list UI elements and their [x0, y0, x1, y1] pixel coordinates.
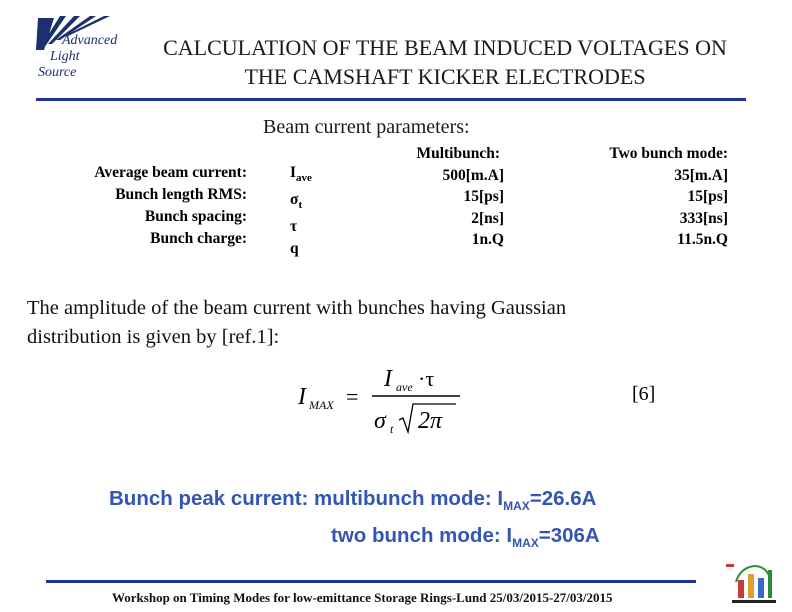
footer-text: Workshop on Timing Modes for low-emittance Storage Rings-Lund 25/03/2015-27/03/2015: [112, 590, 613, 605]
peak-row-multibunch: Bunch peak current: multibunch mode: $I_{MAX}=26.6A$: [109, 487, 597, 514]
two-bunch-value: 333[ns]: [679, 209, 728, 227]
multibunch-value: 500[m.A]: [442, 166, 504, 184]
paragraph-line-1: The amplitude of the beam current with bunches having Gaussian: [27, 297, 567, 319]
multibunch-header: Multibunch:: [416, 145, 500, 162]
logo-line-2: Light: [50, 49, 80, 64]
workshop-logo-icon: [722, 558, 786, 608]
formula-num-sub: ave: [396, 380, 413, 394]
two-bunch-header: Two bunch mode:: [609, 145, 728, 162]
symbol-iave: $I_{ave}$: [290, 164, 312, 185]
two-bunch-value: 35[m.A]: [674, 166, 728, 184]
label-bunch-length: Bunch length RMS:: [115, 186, 247, 203]
title-divider: [36, 98, 746, 101]
parameter-labels: [94, 162, 247, 250]
symbol-sigma-t: $\sigma_t$: [290, 191, 303, 212]
multibunch-value: 1n.Q: [471, 231, 504, 248]
formula-num-rest: ·τ: [418, 366, 435, 391]
description-paragraph: [27, 294, 566, 352]
formula-den-sub: t: [390, 422, 394, 436]
multibunch-value: 15[ps]: [463, 188, 504, 205]
formula-lhs-sub: MAX: [309, 398, 334, 412]
symbol-q: q: [290, 240, 299, 258]
formula-equals: =: [346, 384, 359, 409]
label-average-current: Average beam current:: [94, 164, 247, 181]
title-line-1: CALCULATION OF THE BEAM INDUCED VOLTAGES ON: [163, 35, 727, 60]
equation-number: [6]: [632, 383, 656, 405]
peak-current-result: [109, 484, 600, 558]
symbol-tau: τ: [290, 218, 298, 236]
footer-divider: [46, 580, 696, 583]
two-bunch-value: 11.5n.Q: [677, 231, 728, 248]
logo-line-3: Source: [38, 65, 77, 80]
logo-line-1: Advanced: [62, 33, 118, 48]
paragraph-line-2: distribution is given by [ref.1]:: [27, 326, 280, 348]
slide-title: [100, 33, 790, 91]
peak-current-formula: [296, 362, 466, 438]
peak-row-two-bunch: two bunch mode: $I_{MAX}=306A$: [331, 524, 600, 551]
formula-den-sigma: σ: [374, 408, 386, 434]
two-bunch-value: 15[ps]: [687, 188, 728, 205]
label-bunch-spacing: Bunch spacing:: [144, 208, 247, 225]
formula-den-root: 2π: [418, 408, 443, 434]
multibunch-value: 2[ns]: [471, 209, 504, 227]
formula-lhs: I: [298, 384, 306, 410]
label-bunch-charge: Bunch charge:: [150, 230, 247, 247]
two-bunch-column: [609, 143, 728, 251]
formula-num-i: I: [384, 366, 392, 392]
parameter-symbols: [290, 162, 312, 260]
title-line-2: THE CAMSHAFT KICKER ELECTRODES: [244, 64, 646, 89]
section-heading: Beam current parameters:: [263, 116, 470, 138]
multibunch-column: [416, 143, 504, 251]
